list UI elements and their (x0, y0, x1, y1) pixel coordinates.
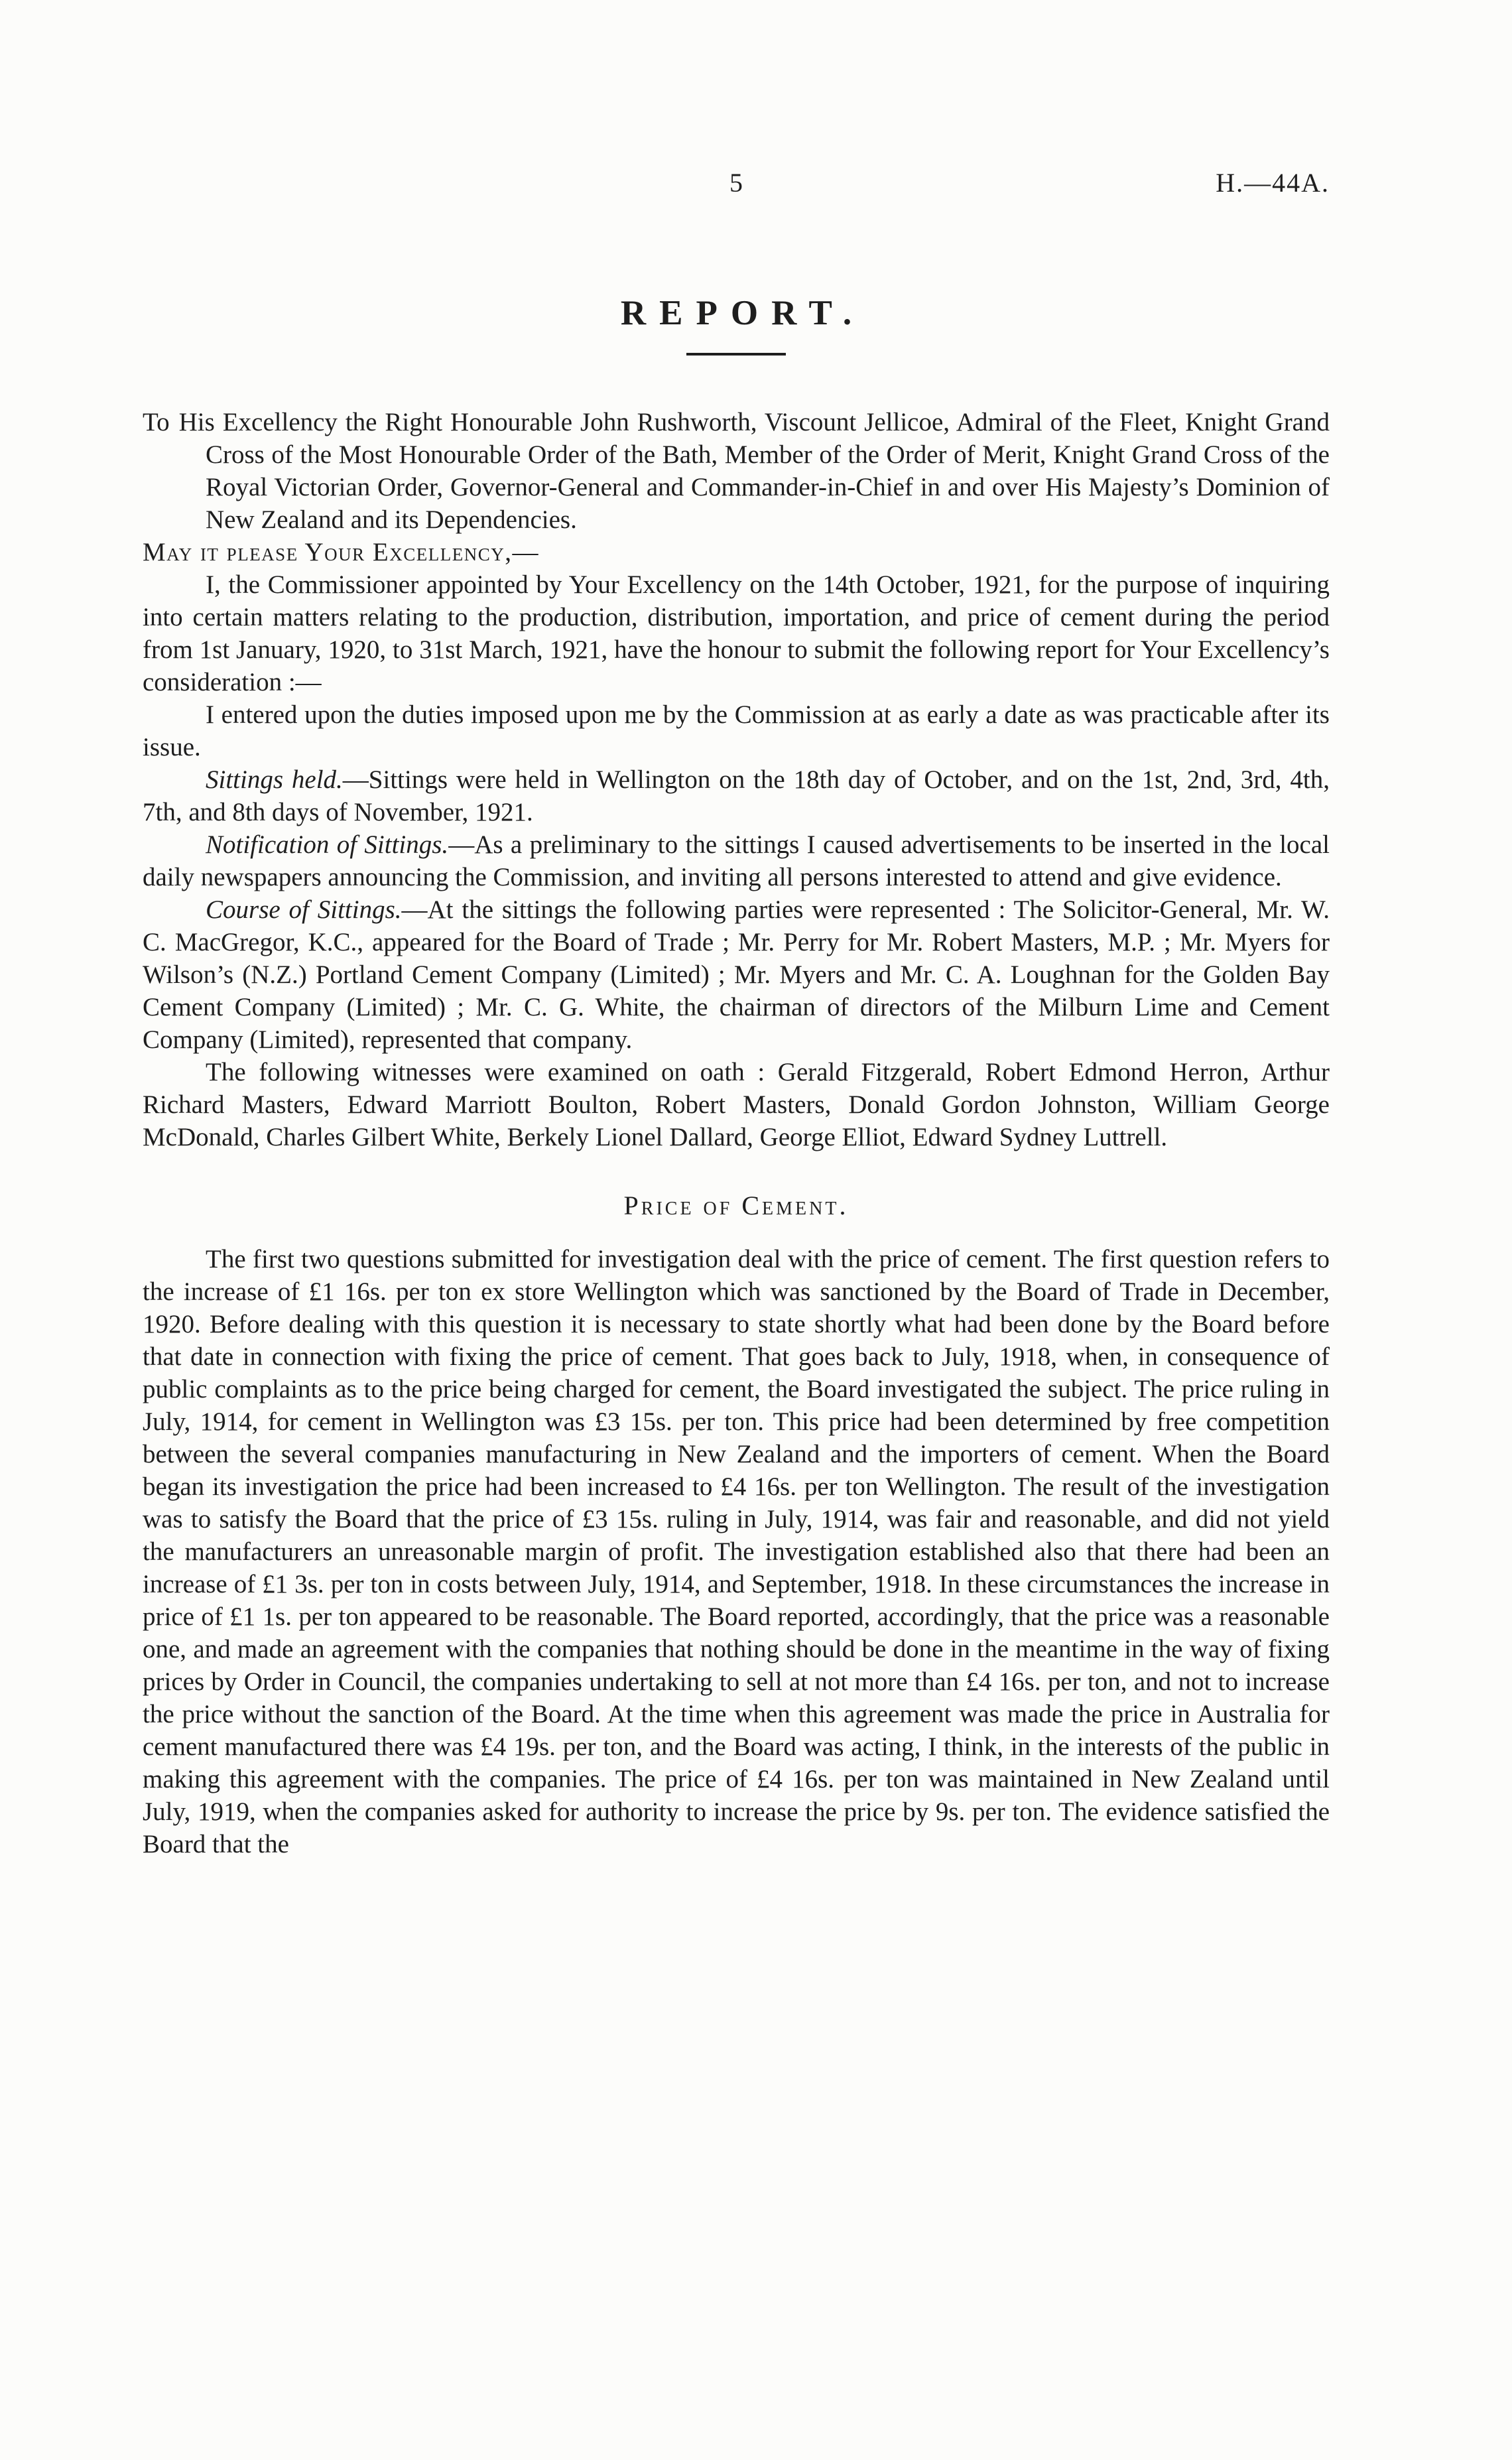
commission-intro-paragraph: I, the Commissioner appointed by Your Excellency on the 14th October, 1921, for the purpose of inquiring into certain matters relating to the production, distribution, importation, and price of cement during the period from 1st January, 1920, to 31st March, 1921, have the honour to submit the following report for Your Excellency’s consideration :— (143, 570, 1330, 696)
sittings-held-text: —Sittings were held in Wellington on the 18th day of October, and on the 1st, 2nd, 3rd, 4th, 7th, and 8th days of November, 1921. (143, 765, 1330, 826)
doc-reference: H.—44A. (1216, 168, 1330, 198)
duties-paragraph: I entered upon the duties imposed upon me by the Commission at as early a date as was practicable after its issue. (143, 700, 1330, 761)
address-paragraph (143, 406, 1330, 536)
course-of-sittings-text: —At the sittings the following parties were represented : The Solicitor-General, Mr. W. C. MacGregor, K.C., appeared for the Board of Trade ; Mr. Perry for Mr. Robert Masters, M.P. ; Mr. Myers for Wilson’s (N.Z.) Portland Cement Company (Limited) ; Mr. Myers and Mr. C. A. Loughnan for the Golden Bay Cement Company (Limited) ; Mr. C. G. White, the chairman of directors of the Milburn Lime and Cement Company (Limited), represented that company. (143, 895, 1330, 1054)
witnesses-paragraph: The following witnesses were examined on oath : Gerald Fitzgerald, Robert Edmond Herron, Arthur Richard Masters, Edward Marriott Boulton, Robert Masters, Donald Gordon Johnston, William George McDonald, Charles Gilbert White, Berkely Lionel Dallard, George Elliot, Edward Sydney Luttrell. (143, 1058, 1330, 1151)
page-number: 5 (729, 168, 743, 198)
report-title: REPORT. (620, 294, 865, 332)
price-of-cement-paragraph: The first two questions submitted for investigation deal with the price of cement. The first question refers to the increase of £1 16s. per ton ex store Wellington which was sanctioned by the Board of Trade in December, 1920. Before dealing with this question it is necessary to state shortly what had been done by the Board before that date in connection with fixing the price of cement. That goes back to July, 1918, when, in consequence of public complaints as to the price being charged for cement, the Board investigated the subject. The price ruling in July, 1914, for cement in Wellington was £3 15s. per ton. This price had been determined by free competition between the several companies manufacturing in New Zealand and the importers of cement. When the Board began its investigation the price had been increased to £4 16s. per ton Wellington. The result of the investigation was to satisfy the Board that the price of £3 15s. ruling in July, 1914, was fair and reasonable, and did not yield the manufacturers an unreasonable margin of profit. The investigation established also that there had been an increase of £1 3s. per ton in costs between July, 1914, and September, 1918. In these circumstances the increase in price of £1 1s. per ton appeared to be reasonable. The Board reported, accordingly, that the price was a reasonable one, and made an agreement with the companies that nothing should be done in the meantime in the way of fixing prices by Order in Council, the companies undertaking to sell at not more than £4 16s. per ton, and not to increase the price without the sanction of the Board. At the time when this agreement was made the price in Australia for cement manufactured there was £4 19s. per ton, and the Board was acting, I think, in the interests of the public in making this agreement with the companies. The price of £4 16s. per ton was maintained in New Zealand until July, 1919, when the companies asked for authority to increase the price by 9s. per ton. The evidence satisfied the Board that the (143, 1245, 1330, 1858)
notification-text: —As a preliminary to the sittings I caused advertisements to be inserted in the local daily newspapers announcing the Commission, and inviting all persons interested to attend and give evidence. (143, 830, 1330, 891)
course-of-sittings-paragraph (143, 893, 1330, 1056)
address-body: His Excellency the Right Honourable John Rushworth, Viscount Jellicoe, Admiral of the Fleet, Knight Grand Cross of the Most Honourable Order of the Bath, Member of the Order of Merit, Knight Grand Cross of the Royal Victorian Order, Governor-General and Commander-in-Chief in and over His Majesty’s Dominion of New Zealand and its Dependencies. (178, 408, 1330, 534)
notification-paragraph (143, 828, 1330, 893)
course-of-sittings-lead: Course of Sittings. (206, 895, 402, 924)
sittings-held-paragraph (143, 763, 1330, 828)
sittings-held-lead: Sittings held. (206, 765, 343, 794)
notification-lead: Notification of Sittings. (206, 830, 449, 859)
address-prefix: To (143, 408, 170, 436)
report-body (143, 406, 1330, 1860)
section-heading-price-of-cement: Price of Cement. (623, 1191, 849, 1220)
page-header (143, 167, 1330, 202)
salutation-line: May it please Your Excellency,— (143, 538, 539, 566)
title-rule (686, 353, 786, 356)
